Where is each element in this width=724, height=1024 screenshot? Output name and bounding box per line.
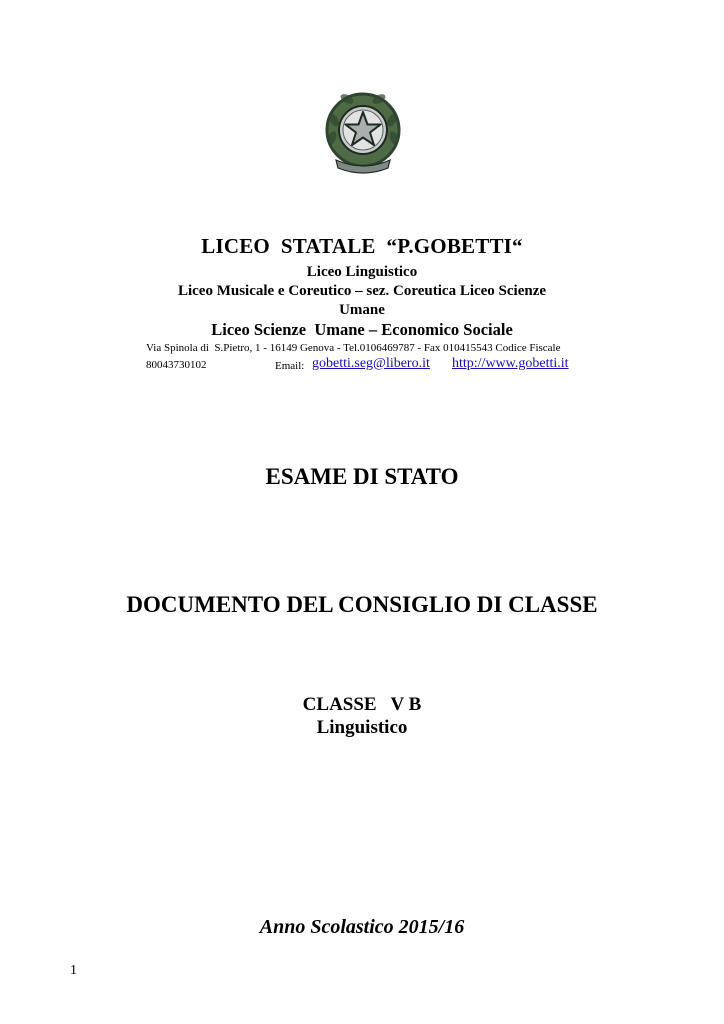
exam-title: ESAME DI STATO (265, 464, 459, 489)
italian-republic-emblem-icon (322, 90, 404, 176)
fiscal-code: 80043730102 (146, 359, 207, 371)
school-branch-linguistic: Liceo Linguistico (306, 264, 418, 280)
school-branch-music-cont: Umane (339, 302, 385, 318)
specialization-label: Linguistico (316, 717, 408, 738)
document-title: DOCUMENTO DEL CONSIGLIO DI CLASSE (126, 592, 598, 617)
page-number: 1 (70, 963, 77, 978)
school-branch-humanities: Liceo Scienze Umane – Economico Sociale (211, 320, 513, 339)
class-label: CLASSE V B (302, 694, 422, 715)
school-year: Anno Scolastico 2015/16 (259, 916, 465, 938)
school-name: LICEO STATALE “P.GOBETTI“ (201, 234, 523, 258)
email-link[interactable]: gobetti.seg@libero.it (312, 356, 430, 371)
school-address: Via Spinola di S.Pietro, 1 - 16149 Genova - Tel.0106469787 - Fax 010415543 Codice Fiscale (146, 342, 561, 354)
website-link[interactable]: http://www.gobetti.it (452, 356, 569, 371)
email-label: Email: (275, 360, 305, 372)
school-branch-music: Liceo Musicale e Coreutico – sez. Coreutica Liceo Scienze (177, 283, 547, 299)
